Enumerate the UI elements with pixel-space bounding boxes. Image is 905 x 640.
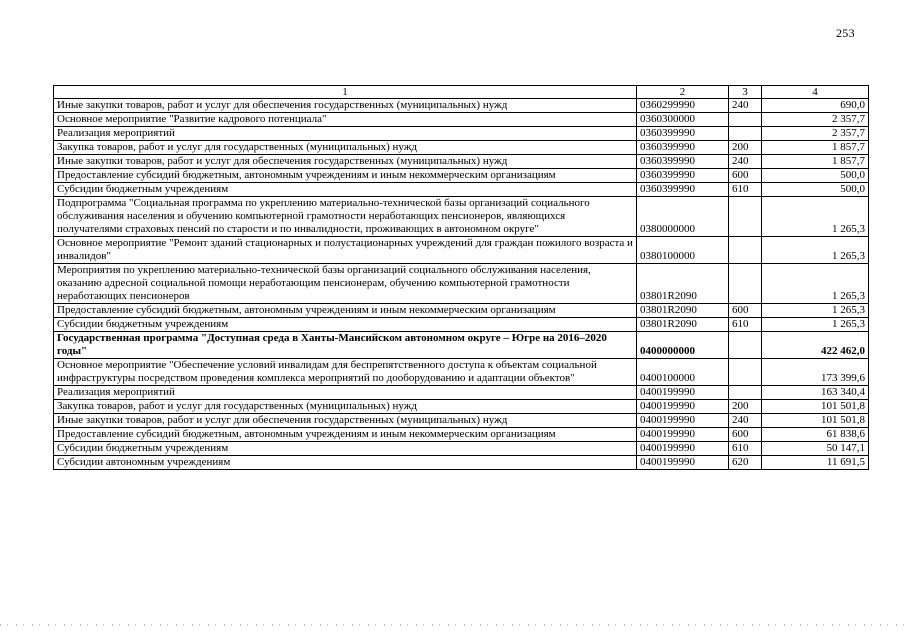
row-amount-cell: 1 265,3 [762, 304, 869, 318]
row-code-cell: 0360300000 [637, 113, 729, 127]
row-amount-cell: 690,0 [762, 99, 869, 113]
row-type-cell: 200 [729, 400, 762, 414]
row-name-cell: Субсидии бюджетным учреждениям [54, 442, 637, 456]
row-code-cell: 03801R2090 [637, 318, 729, 332]
table-row [54, 141, 869, 155]
row-name-cell: Реализация мероприятий [54, 386, 637, 400]
row-name-cell: Субсидии бюджетным учреждениям [54, 318, 637, 332]
row-code-cell: 03801R2090 [637, 264, 729, 304]
row-type-cell [729, 237, 762, 264]
row-amount-cell: 11 691,5 [762, 456, 869, 470]
row-type-cell: 600 [729, 169, 762, 183]
table-row [54, 359, 869, 386]
row-type-cell: 600 [729, 428, 762, 442]
row-name-cell: Мероприятия по укреплению материально-технической базы организаций социального обслуживания населения, оказанию адресной социальной помощи неработающим пенсионерам, обучению компьютерной грамотности неработающих пенсионеров [54, 264, 637, 304]
row-type-cell [729, 127, 762, 141]
row-name-cell: Иные закупки товаров, работ и услуг для обеспечения государственных (муниципальных) нужд [54, 99, 637, 113]
row-name-cell: Закупка товаров, работ и услуг для государственных (муниципальных) нужд [54, 400, 637, 414]
header-col-4: 4 [762, 86, 869, 99]
table-row [54, 332, 869, 359]
row-code-cell: 0380100000 [637, 237, 729, 264]
header-col-3: 3 [729, 86, 762, 99]
row-amount-cell: 500,0 [762, 169, 869, 183]
row-code-cell: 0400199990 [637, 456, 729, 470]
table-row [54, 414, 869, 428]
table-row [54, 113, 869, 127]
row-code-cell: 0360399990 [637, 127, 729, 141]
table-row [54, 127, 869, 141]
row-type-cell: 240 [729, 155, 762, 169]
row-amount-cell: 2 357,7 [762, 113, 869, 127]
row-code-cell: 0360399990 [637, 141, 729, 155]
row-name-cell: Закупка товаров, работ и услуг для государственных (муниципальных) нужд [54, 141, 637, 155]
row-code-cell: 0400199990 [637, 386, 729, 400]
row-amount-cell: 61 838,6 [762, 428, 869, 442]
budget-table [53, 85, 869, 470]
row-type-cell: 200 [729, 141, 762, 155]
row-name-cell: Реализация мероприятий [54, 127, 637, 141]
row-name-cell: Субсидии автономным учреждениям [54, 456, 637, 470]
row-type-cell [729, 197, 762, 237]
row-type-cell [729, 386, 762, 400]
row-code-cell: 0400199990 [637, 428, 729, 442]
table-header-row [54, 86, 869, 99]
table-row [54, 386, 869, 400]
table-row [54, 197, 869, 237]
row-code-cell: 0360299990 [637, 99, 729, 113]
table-body [54, 99, 869, 470]
row-code-cell: 0360399990 [637, 155, 729, 169]
row-code-cell: 0400199990 [637, 442, 729, 456]
table-row [54, 428, 869, 442]
row-amount-cell: 101 501,8 [762, 414, 869, 428]
row-amount-cell: 422 462,0 [762, 332, 869, 359]
table-row [54, 304, 869, 318]
row-name-cell: Основное мероприятие "Ремонт зданий стационарных и полустационарных учреждений для граждан пожилого возраста и инвалидов" [54, 237, 637, 264]
header-col-2: 2 [637, 86, 729, 99]
row-code-cell: 0360399990 [637, 169, 729, 183]
table-row [54, 264, 869, 304]
header-col-1: 1 [54, 86, 637, 99]
row-name-cell: Иные закупки товаров, работ и услуг для обеспечения государственных (муниципальных) нужд [54, 414, 637, 428]
row-type-cell: 610 [729, 442, 762, 456]
row-code-cell: 0380000000 [637, 197, 729, 237]
table-row [54, 400, 869, 414]
row-type-cell: 240 [729, 414, 762, 428]
row-amount-cell: 1 265,3 [762, 264, 869, 304]
table-row [54, 99, 869, 113]
table-row [54, 183, 869, 197]
row-type-cell [729, 113, 762, 127]
row-code-cell: 0400000000 [637, 332, 729, 359]
table-row [54, 456, 869, 470]
row-name-cell: Основное мероприятие "Развитие кадрового потенциала" [54, 113, 637, 127]
scan-edge-artifact [0, 624, 905, 626]
row-type-cell [729, 359, 762, 386]
table-row [54, 155, 869, 169]
row-code-cell: 03801R2090 [637, 304, 729, 318]
row-name-cell: Основное мероприятие "Обеспечение условий инвалидам для беспрепятственного доступа к объектам социальной инфраструктуры посредством проведения комплекса мероприятий по дооборудованию и адаптации объектов" [54, 359, 637, 386]
row-amount-cell: 1 857,7 [762, 155, 869, 169]
page-number: 253 [836, 26, 855, 40]
row-name-cell: Подпрограмма "Социальная программа по укреплению материально-технической базы организаций социального обслуживания населения и обучению компьютерной грамотности неработающих пенсионеров, являющихся получателями страховых пенсий по старости и по инвалидности, проживающих в автономном округе" [54, 197, 637, 237]
table-row [54, 442, 869, 456]
row-code-cell: 0360399990 [637, 183, 729, 197]
row-type-cell: 610 [729, 318, 762, 332]
row-name-cell: Предоставление субсидий бюджетным, автономным учреждениям и иным некоммерческим организациям [54, 428, 637, 442]
row-type-cell [729, 264, 762, 304]
row-amount-cell: 500,0 [762, 183, 869, 197]
row-amount-cell: 173 399,6 [762, 359, 869, 386]
row-amount-cell: 1 857,7 [762, 141, 869, 155]
row-amount-cell: 101 501,8 [762, 400, 869, 414]
row-type-cell: 240 [729, 99, 762, 113]
row-amount-cell: 1 265,3 [762, 318, 869, 332]
table-row [54, 318, 869, 332]
table-row [54, 169, 869, 183]
row-name-cell: Государственная программа "Доступная среда в Ханты-Мансийском автономном округе – Югре на 2016–2020 годы" [54, 332, 637, 359]
row-code-cell: 0400199990 [637, 400, 729, 414]
row-amount-cell: 1 265,3 [762, 197, 869, 237]
row-name-cell: Предоставление субсидий бюджетным, автономным учреждениям и иным некоммерческим организациям [54, 304, 637, 318]
row-amount-cell: 50 147,1 [762, 442, 869, 456]
table-row [54, 237, 869, 264]
row-type-cell: 610 [729, 183, 762, 197]
row-amount-cell: 163 340,4 [762, 386, 869, 400]
row-code-cell: 0400100000 [637, 359, 729, 386]
row-type-cell [729, 332, 762, 359]
row-type-cell: 620 [729, 456, 762, 470]
row-amount-cell: 2 357,7 [762, 127, 869, 141]
row-name-cell: Иные закупки товаров, работ и услуг для обеспечения государственных (муниципальных) нужд [54, 155, 637, 169]
row-code-cell: 0400199990 [637, 414, 729, 428]
row-name-cell: Предоставление субсидий бюджетным, автономным учреждениям и иным некоммерческим организациям [54, 169, 637, 183]
row-type-cell: 600 [729, 304, 762, 318]
row-name-cell: Субсидии бюджетным учреждениям [54, 183, 637, 197]
row-amount-cell: 1 265,3 [762, 237, 869, 264]
